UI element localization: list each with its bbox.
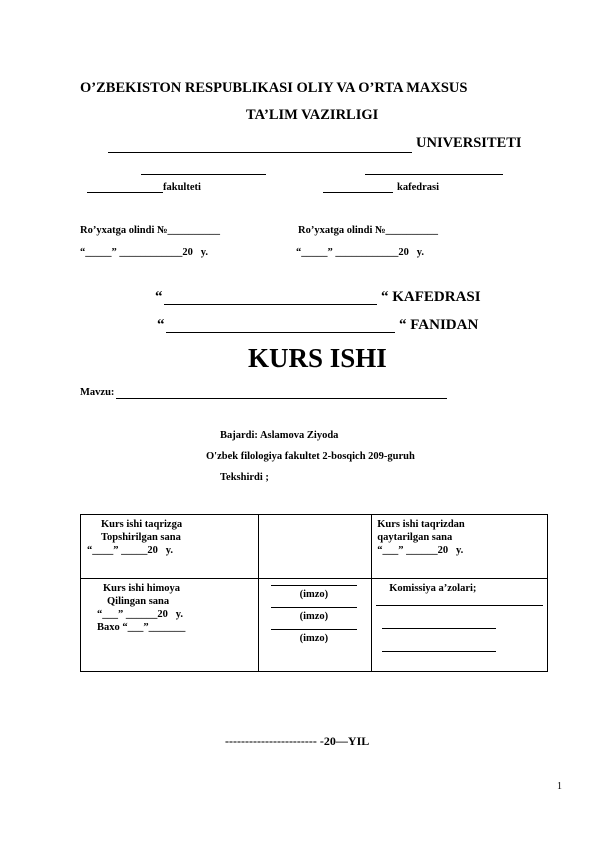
registration-right-date: “_____” ____________20 y. — [296, 247, 425, 258]
signature-line — [271, 629, 358, 630]
registration-right: Ro’yxatga olindi №__________ — [298, 225, 439, 236]
imzo-label: (imzo) — [299, 589, 329, 600]
signature-line — [271, 585, 358, 586]
registration-left: Ro’yxatga olindi №__________ — [80, 225, 221, 236]
commission-signature-line — [382, 628, 496, 629]
faculty-blank — [87, 192, 163, 193]
kafedra-close: “ KAFEDRASI — [381, 289, 481, 305]
signatures-cell — [258, 579, 372, 672]
defense-line1: Kurs ishi himoya — [103, 583, 181, 594]
kafedra-label: kafedrasi — [397, 182, 439, 193]
table-row — [81, 579, 548, 672]
fan-name-blank — [166, 332, 395, 333]
faculty-label: fakulteti — [163, 182, 201, 193]
registration-left-date: “_____” ____________20 y. — [80, 247, 209, 258]
commission-signature-line — [376, 605, 543, 606]
blank-right-sub — [365, 174, 503, 175]
commission-label: Komissiya a’zolari; — [389, 583, 477, 594]
fan-close: “ FANIDAN — [399, 317, 479, 333]
return-line3: “___” ______20 y. — [377, 545, 464, 556]
bajardi-text: Bajardi: Aslamova Ziyoda — [220, 430, 339, 441]
defense-line2: Qilingan sana — [107, 596, 170, 607]
commission-cell — [372, 579, 548, 672]
group-text: O'zbek filologiya fakultet 2-bosqich 209-guruh — [206, 451, 415, 462]
footer-year: ----------------------- -20—YIL — [225, 734, 370, 748]
fan-open-quote: “ — [157, 317, 165, 333]
return-line2: qaytarilgan sana — [377, 532, 453, 543]
document-title: KURS ISHI — [248, 343, 387, 373]
university-name-blank — [108, 152, 412, 153]
commission-signature-line — [382, 651, 496, 652]
review-table — [80, 514, 548, 672]
imzo-label: (imzo) — [299, 633, 329, 644]
topic-blank — [116, 398, 447, 399]
return-line1: Kurs ishi taqrizdan — [377, 519, 465, 530]
submission-line1: Kurs ishi taqrizga — [101, 519, 183, 530]
ministry-title-line2: TA’LIM VAZIRLIGI — [246, 107, 379, 123]
defense-line3: “___” ______20 y. — [97, 609, 184, 620]
ministry-title-line1: O’ZBEKISTON RESPUBLIKASI OLIY VA O’RTA MAXSUS — [80, 80, 468, 96]
defense-date-cell — [81, 579, 259, 672]
university-suffix: UNIVERSITETI — [416, 135, 522, 151]
blank-left-sub — [141, 174, 266, 175]
submission-line2: Topshirilgan sana — [101, 532, 181, 543]
empty-cell — [258, 515, 372, 579]
kafedra-name-blank — [164, 304, 377, 305]
kafedra-blank — [323, 192, 393, 193]
topic-label: Mavzu: — [80, 387, 115, 398]
grade-line: Baxo “___”_______ — [97, 622, 186, 633]
return-date-cell — [372, 515, 548, 579]
table-row — [81, 515, 548, 579]
imzo-label: (imzo) — [299, 611, 329, 622]
signature-line — [271, 607, 358, 608]
kafedra-open-quote: “ — [155, 289, 163, 305]
tekshirdi-text: Tekshirdi ; — [220, 472, 269, 483]
submission-line3: “____” _____20 y. — [87, 545, 174, 556]
page-number: 1 — [557, 781, 562, 792]
submission-date-cell — [81, 515, 259, 579]
